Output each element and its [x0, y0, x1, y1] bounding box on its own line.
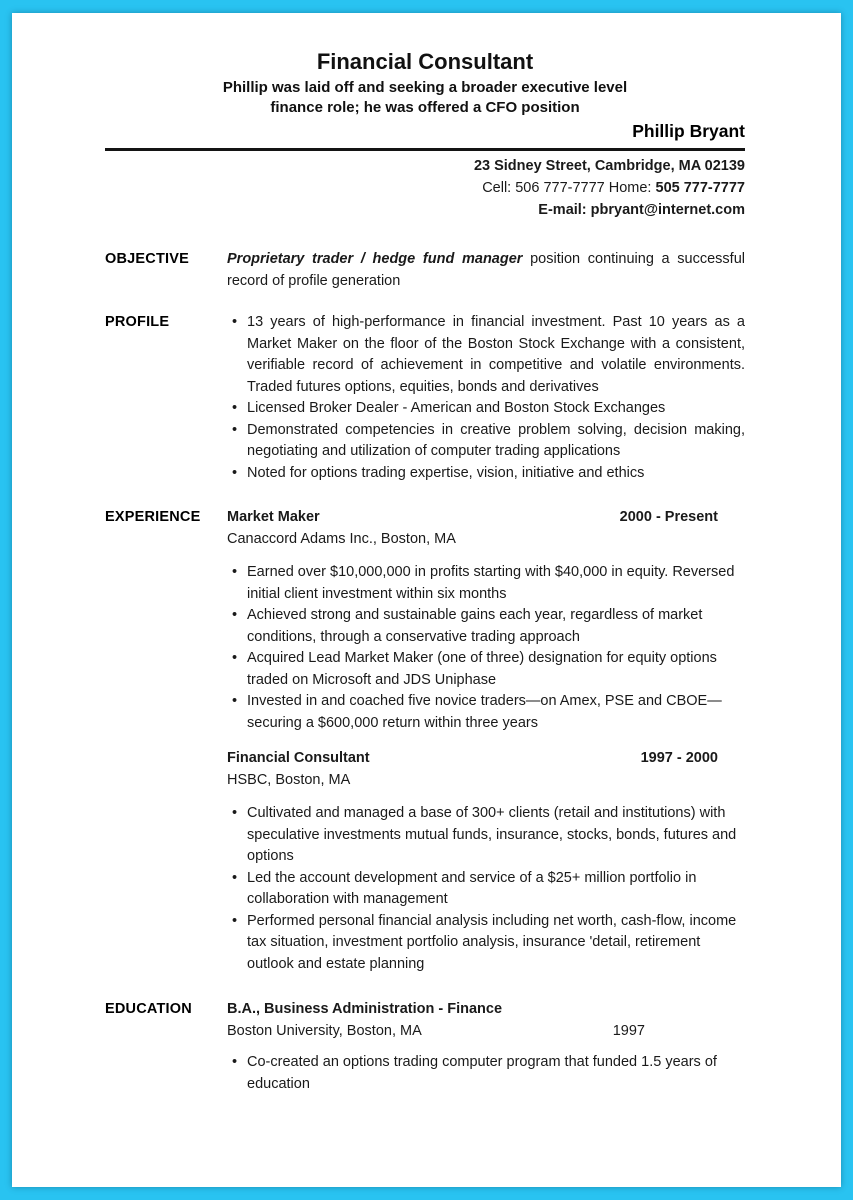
list-item: • Demonstrated competencies in creative problem solving, decision making, negotiating and utilization of computer trading applications — [227, 420, 745, 463]
education-school-row — [227, 1021, 745, 1043]
resume-content — [105, 13, 745, 1095]
list-item: • Noted for options trading expertise, vision, initiative and ethics — [227, 463, 745, 485]
list-item: • Invested in and coached five novice traders—on Amex, PSE and CBOE—securing a $600,000 return within three years — [227, 691, 745, 734]
section-label-profile: PROFILE — [105, 314, 170, 330]
education-school: Boston University, Boston, MA — [227, 1022, 422, 1039]
section-education — [105, 999, 745, 1095]
list-item: • 13 years of high-performance in financial investment. Past 10 years as a Market Maker on the floor of the Boston Stock Exchange with a consistent, verifiable record of achievement in competitive and volatile environments. Traded futures options, equities, bonds and derivatives — [227, 312, 745, 398]
profile-bullet-list — [227, 312, 745, 484]
list-item: • Licensed Broker Dealer - American and Boston Stock Exchanges — [227, 398, 745, 420]
section-label-experience: EXPERIENCE — [105, 509, 201, 525]
job-dates: 1997 - 2000 — [640, 750, 718, 766]
job-company: HSBC, Boston, MA — [227, 771, 351, 788]
contact-phones — [105, 177, 745, 199]
list-item: • Co-created an options trading computer program that funded 1.5 years of education — [227, 1052, 745, 1095]
section-objective — [105, 249, 745, 292]
list-item: • Earned over $10,000,000 in profits starting with $40,000 in equity. Reversed initial client investment within six months — [227, 562, 745, 605]
candidate-name: Phillip Bryant — [632, 121, 745, 141]
scenario-title: Financial Consultant — [316, 49, 534, 74]
objective-text — [227, 249, 745, 292]
scenario-subtitle-line2: finance role; he was offered a CFO position — [270, 98, 580, 116]
contact-phone-prefix: Cell: 506 777-7777 Home: — [482, 180, 656, 196]
job-dates: 2000 - Present — [619, 509, 718, 525]
contact-address: 23 Sidney Street, Cambridge, MA 02139 — [473, 158, 745, 174]
contact-email: E-mail: pbryant@internet.com — [538, 202, 745, 218]
list-item: • Acquired Lead Market Maker (one of three) designation for equity options traded on Microsoft and JDS Uniphase — [227, 648, 745, 691]
job-title: Market Maker — [227, 509, 320, 525]
resume-page — [12, 13, 841, 1187]
section-label-education: EDUCATION — [105, 1001, 192, 1017]
objective-rest: position continuing a successful record of profile generation — [227, 251, 745, 289]
contact-home-phone: 505 777-7777 — [655, 180, 745, 196]
education-bullet-list — [227, 1052, 745, 1095]
job-header — [227, 507, 745, 529]
section-label-objective: OBJECTIVE — [105, 251, 189, 267]
job-title: Financial Consultant — [227, 750, 370, 766]
job-bullet-list — [227, 803, 745, 975]
job-company: Canaccord Adams Inc., Boston, MA — [227, 530, 456, 547]
list-item: • Led the account development and service of a $25+ million portfolio in collaboration with management — [227, 868, 745, 911]
list-item: • Achieved strong and sustainable gains each year, regardless of market conditions, through a conservative trading approach — [227, 605, 745, 648]
job-entry — [227, 507, 745, 734]
header-divider — [105, 148, 745, 151]
scenario-subtitle-line1: Phillip was laid off and seeking a broader executive level — [222, 79, 628, 96]
objective-lead-phrase: Proprietary trader / hedge fund manager — [227, 251, 523, 267]
job-header — [227, 748, 745, 770]
job-bullet-list — [227, 562, 745, 734]
section-experience — [105, 507, 745, 975]
list-item: • Performed personal financial analysis including net worth, cash-flow, income tax situation, investment portfolio analysis, insurance 'detail, retirement outlook and estate planning — [227, 911, 745, 976]
education-degree: B.A., Business Administration - Finance — [227, 1001, 503, 1017]
section-profile — [105, 312, 745, 484]
education-year: 1997 — [612, 1022, 645, 1039]
list-item: • Cultivated and managed a base of 300+ clients (retail and institutions) with speculative investments mutual funds, insurance, stocks, bonds, futures and options — [227, 803, 745, 868]
contact-block — [105, 155, 745, 221]
scenario-subtitle — [105, 78, 745, 117]
job-entry — [227, 748, 745, 975]
